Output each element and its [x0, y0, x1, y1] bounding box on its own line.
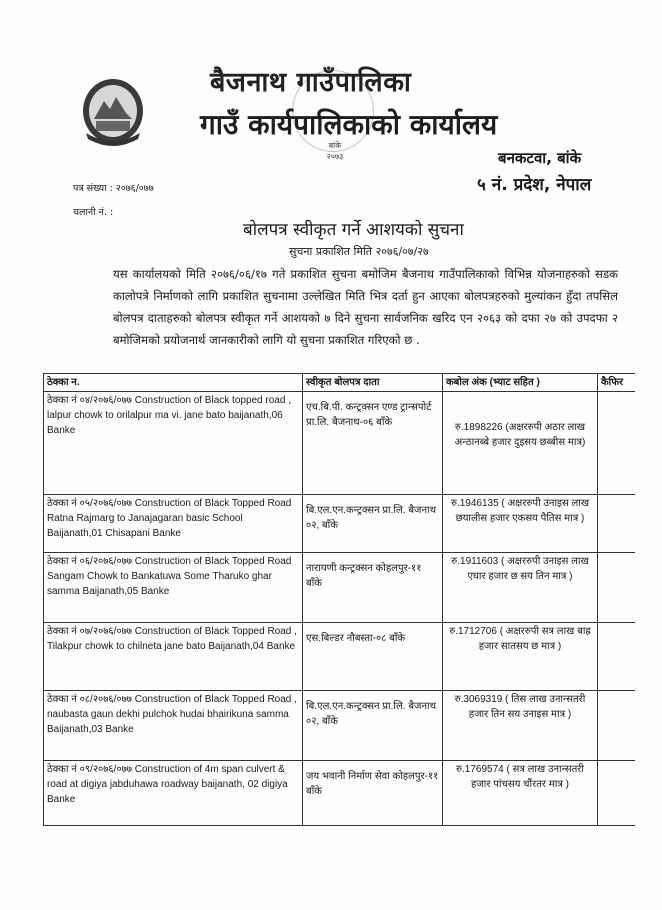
notice-body: यस कार्यालयको मिति २०७६/०६/१७ गते प्रकाशित सुचना बमोजिम बैजनाथ गाउँपालिकाको विभिन्न योजनाहरुको सडक कालोपत्रे निर्माणको लागि प्रकाशित सुचनामा उल्लेखित मिति भित्र दर्ता हुन आएका बोलपत्रहरुको मुल्यांकन हुँदा तपसिल बोलपत्र दाताहरुको बोलपत्र स्वीकृत गर्ने आशयको ७ दिने सुचना सार्वजनिक खरिद एन २०६३ को दफा २७ को उपदफा २ बमोजिमको प्रयोजनार्थ जानकारीको लागि यो सुचना प्रकाशित गरिएको छ .	[113, 267, 618, 347]
table-header-row	[44, 374, 636, 392]
bidder-cell: एच.बि.पी. कन्ट्रक्सन एण्ड ट्रान्सपोर्ट प्रा.लि. बैजनाथ-०६ बाँके	[303, 392, 443, 495]
amount-cell: रु.1769574 ( सत्र लाख उनान्सतरी हजार पांचसय चौंरतर मात्र )	[443, 761, 598, 826]
contract-cell: ठेक्का नं ०६/२०७६/०७७ Construction of Black Topped Road Sangam Chowk to Bankatuwa Some Tharuko ghar samma Baijanath,05 Banke	[44, 553, 303, 623]
contract-cell: ठेक्का नं ०७/२०७६/०७७ Construction of Black Topped Road , Tilakpur chowk to chilneta jane bato Baijanath,04 Banke	[44, 623, 303, 691]
bidder-cell: नारायणी कन्ट्रक्सन कोहलपुर-११ बाँके	[303, 553, 443, 623]
remarks-cell	[598, 761, 636, 826]
amount-cell: रु.1712706 ( अक्षररुपी सत्र लाख बाह्र हजार सातसय छ मात्र )	[443, 623, 598, 691]
amount-cell: रु.1898226 (अक्षररुपी अठार लाख अन्ठानब्बे हजार दुइसय छब्बीस मात्र)	[443, 392, 598, 495]
header-contract: ठेक्का न.	[44, 374, 303, 392]
amount-cell: रु.1946135 ( अक्षररुपी उनाइस लाख छयालीस हजार एकसय पैतिस मात्र )	[443, 495, 598, 553]
bidder-cell: बि.एल.एन.कन्ट्रक्सन प्रा.लि. बैजनाथ ०२, बाँके	[303, 495, 443, 553]
remarks-cell	[598, 495, 636, 553]
header-bidder: स्वीकृत बोलपत्र दाता	[303, 374, 443, 392]
remarks-cell	[598, 392, 636, 495]
bid-table	[43, 373, 635, 826]
letter-number: पत्र संख्या : २०७६/०७७	[73, 183, 154, 194]
header-remarks: कैफिर	[598, 374, 636, 392]
publish-date: सुचना प्रकाशित मिति २०७६/०७/२७	[289, 245, 429, 258]
table-row	[44, 392, 636, 495]
contract-cell: ठेक्का नं ०८/२०७६/०७७ Construction of Black Topped Road , naubasta gaun dekhi pulchok hudai bhairikuna samma Baijanath,03 Banke	[44, 691, 303, 761]
table-row	[44, 495, 636, 553]
address-line2: ५ नं. प्रदेश, नेपाल	[477, 175, 592, 195]
table-row	[44, 623, 636, 691]
contract-cell: ठेक्का नं ०९/२०७६/०७७ Construction of 4m span culvert & road at digiya jabduhawa roadway baijanath, 02 digiya Banke	[44, 761, 303, 826]
remarks-cell	[598, 553, 636, 623]
nepal-emblem-icon	[80, 75, 146, 147]
notice-title: बोलपत्र स्वीकृत गर्ने आशयको सुचना	[243, 220, 464, 240]
amount-cell: रु.1911603 ( अक्षररुपी उनाइस लाख एघार हजार छ सय तिन मात्र )	[443, 553, 598, 623]
bidder-cell: बि.एल.एन.कन्ट्रक्सन प्रा.लि. बैजनाथ ०२, बाँके	[303, 691, 443, 761]
seal-text: बांके २०७३	[326, 141, 344, 161]
remarks-cell	[598, 691, 636, 761]
table-row	[44, 761, 636, 826]
office-name: गाउँ कार्यपालिकाको कार्यालय	[200, 108, 498, 141]
remarks-cell	[598, 623, 636, 691]
contract-cell: ठेक्का नं ०५/२०७६/०७७ Construction of Black Topped Road Ratna Rajmarg to Janajagaran basic School Baijanath,01 Chisapani Banke	[44, 495, 303, 553]
amount-cell: रु.3069319 ( तिस लाख उनान्सतरी हजार तिन सय उनाइस मात्र )	[443, 691, 598, 761]
dispatch-number: चलानी नं. :	[73, 207, 114, 218]
table-row	[44, 553, 636, 623]
header-amount: कबोल अंक (भ्याट सहित )	[443, 374, 598, 392]
contract-cell: ठेक्का नं ०४/२०७६/०७७ Construction of Black topped road , lalpur chowk to orilalpur ma vi. jane bato baijanath,06 Banke	[44, 392, 303, 495]
table-row	[44, 691, 636, 761]
org-name: बैजनाथ गाउँपालिका	[210, 67, 412, 98]
bidder-cell: एस.बिल्डर नौबस्ता-०८ बाँके	[303, 623, 443, 691]
address-line1: बनकटवा, बांके	[498, 149, 582, 167]
bidder-cell: जय भवानी निर्माण सेवा कोहलपुर-११ बाँके	[303, 761, 443, 826]
